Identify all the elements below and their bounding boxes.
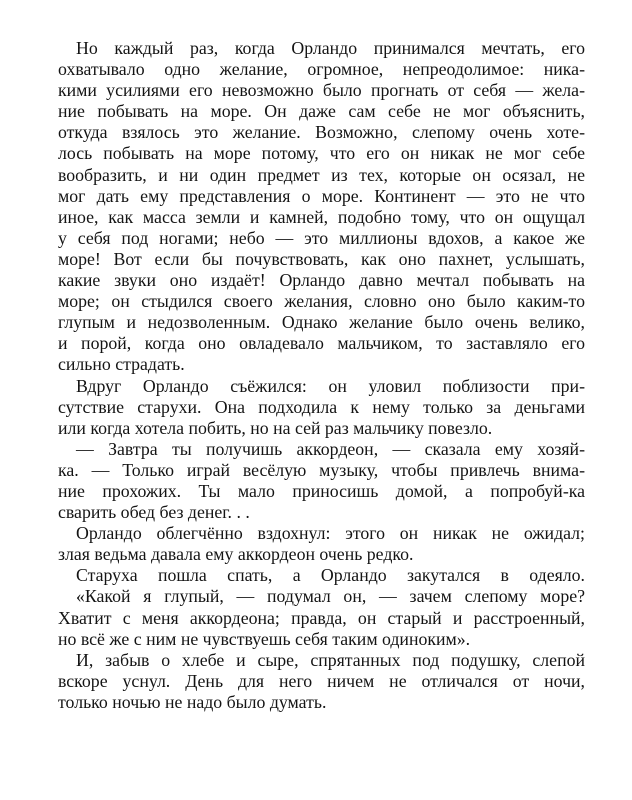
text-line: кими усилиями его невозможно было прогнать от себя — жела- — [58, 80, 585, 101]
text-line: И, забыв о хлебе и сыре, спрятанных под подушку, слепой — [76, 649, 585, 670]
paragraph-6 — [58, 650, 585, 713]
text-line: сильно страдать. — [58, 354, 185, 375]
text-line: и порой, когда оно овладевало мальчиком, то заставляло его — [58, 333, 585, 354]
text-line: у себя под ногами; небо — это миллионы вдохов, а какое же — [58, 227, 585, 248]
text-line: вообразить, и ни один предмет из тех, которые он осязал, не — [58, 164, 585, 185]
text-line: Хватит с меня аккордеона; правда, он старый и расстроенный, — [58, 607, 585, 628]
text-line: ние прохожих. Ты мало приносишь домой, а попробуй-ка — [58, 480, 585, 501]
paragraph-3 — [58, 439, 585, 523]
text-line: охватывало одно желание, огромное, непреодолимое: ника- — [58, 59, 585, 80]
text-line: вскоре уснул. День для него ничем не отличался от ночи, — [58, 670, 585, 691]
page-text — [58, 38, 585, 713]
text-line: только ночью не надо было думать. — [58, 691, 327, 712]
text-line: «Какой я глупый, — подумал он, — зачем слепому море? — [76, 586, 585, 607]
paragraph-1 — [58, 38, 585, 376]
text-line: какие звуки оно издаёт! Орландо давно мечтал побывать на — [58, 270, 585, 291]
text-line: море! Вот если бы почувствовать, как оно пахнет, услышать, — [58, 248, 585, 269]
text-line: но всё же с ним не чувствуешь себя таким одиноким». — [58, 628, 471, 649]
text-line: сварить обед без денег. . . — [58, 502, 250, 523]
text-line: ние побывать на море. Он даже сам себе не мог объяснить, — [58, 101, 585, 122]
paragraph-4 — [58, 523, 585, 565]
text-line: Вдруг Орландо съёжился: он уловил поблизости при- — [76, 375, 585, 396]
paragraph-2 — [58, 376, 585, 439]
text-line: море; он стыдился своего желания, словно оно было каким-то — [58, 291, 585, 312]
text-line: Старуха пошла спать, а Орландо закутался в одеяло. — [76, 565, 585, 586]
text-line: ка. — Только играй весёлую музыку, чтобы привлечь внима- — [58, 459, 585, 480]
text-line: глупым и недозволенным. Однако желание было очень велико, — [58, 312, 585, 333]
text-line: Но каждый раз, когда Орландо принимался мечтать, его — [76, 38, 585, 58]
text-line: сутствие старухи. Она подходила к нему только за деньгами — [58, 396, 585, 417]
text-line: или когда хотела побить, но на сей раз мальчику повезло. — [58, 417, 493, 438]
text-line: — Завтра ты получишь аккордеон, — сказала ему хозяй- — [76, 438, 585, 459]
text-line: Орландо облегчённо вздохнул: этого он никак не ожидал; — [76, 523, 585, 544]
paragraph-5 — [58, 565, 585, 649]
text-line: злая ведьма давала ему аккордеон очень редко. — [58, 544, 414, 565]
text-line: иное, как масса земли и камней, подобно тому, что он ощущал — [58, 206, 585, 227]
text-line: лось побывать на море потому, что его он никак не мог себе — [58, 143, 585, 164]
text-line: откуда взялось это желание. Возможно, слепому очень хоте- — [58, 122, 585, 143]
text-line: мог дать ему представления о море. Континент — это не что — [58, 185, 585, 206]
